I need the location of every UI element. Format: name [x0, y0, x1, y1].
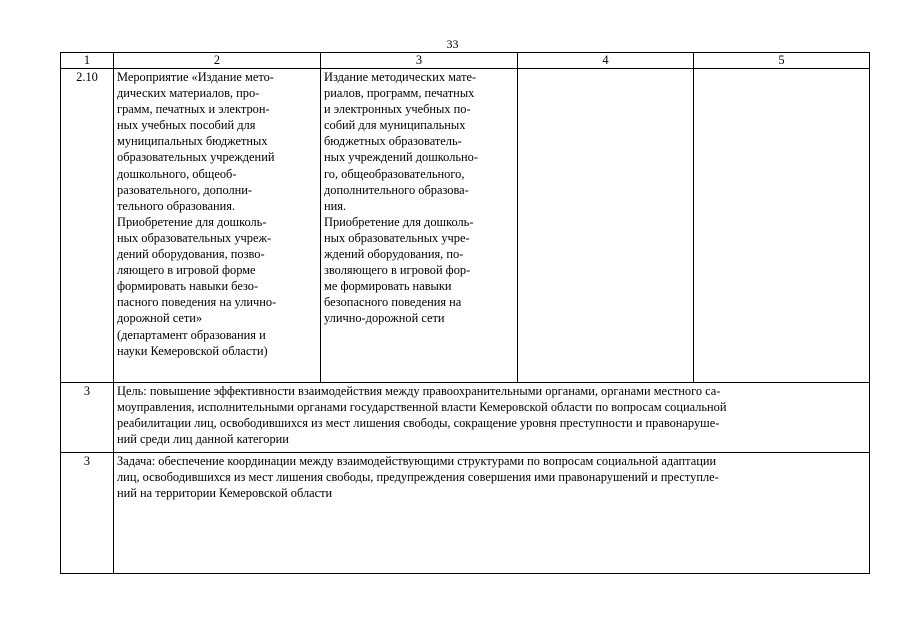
measure-col5-cell — [694, 69, 870, 383]
task-text-cell: Задача: обеспечение координации между взаимодействующими структурами по вопросам социальной адаптации лиц, освободившихся из мест лишения свободы, предупреждения совершения ими правонарушений и преступле- ний на территории Кемеровской области — [114, 453, 870, 574]
row-number-cell: 3 — [61, 383, 114, 453]
table-header-row — [61, 53, 870, 69]
column-header-3: 3 — [321, 53, 518, 69]
measure-col4-cell — [518, 69, 694, 383]
measure-description-cell: Мероприятие «Издание мето- дических материалов, про- грамм, печатных и электрон- ных учебных пособий для муниципальных бюджетных образовательных учреждений дошкольного, общеоб- разовательного, дополни- тельного образования. Приобретение для дошколь- ных образовательных учреж- дений оборудования, позво- ляющего в игровой форме формировать навыки безо- пасного поведения на улично- дорожной сети» (департамент образования и науки Кемеровской области) — [114, 69, 321, 383]
row-number-cell: 3 — [61, 453, 114, 574]
column-header-4: 4 — [518, 53, 694, 69]
table-row-task — [61, 453, 870, 574]
table-row-measure-2-10 — [61, 69, 870, 383]
column-header-2: 2 — [114, 53, 321, 69]
goal-text-cell: Цель: повышение эффективности взаимодействия между правоохранительными органами, органами местного са- моуправления, исполнительными органами государственной власти Кемеровской области по вопросам социальной реабилитации лиц, освободившихся из мест лишения свободы, сокращение уровня преступности и правонаруше- ний среди лиц данной категории — [114, 383, 870, 453]
column-header-1: 1 — [61, 53, 114, 69]
table-row-goal — [61, 383, 870, 453]
measure-content-cell: Издание методических мате- риалов, программ, печатных и электронных учебных по- собий для муниципальных бюджетных образователь- ных учреждений дошкольно- го, общеобразовательного, дополнительного образова- ния. Приобретение для дошколь- ных образовательных учре- ждений оборудования, по- зволяющего в игровой фор- ме формировать навыки безопасного поведения на улично-дорожной сети — [321, 69, 518, 383]
page-number: 33 — [446, 37, 459, 51]
program-table — [60, 52, 870, 574]
column-header-5: 5 — [694, 53, 870, 69]
row-number-cell: 2.10 — [61, 69, 114, 383]
